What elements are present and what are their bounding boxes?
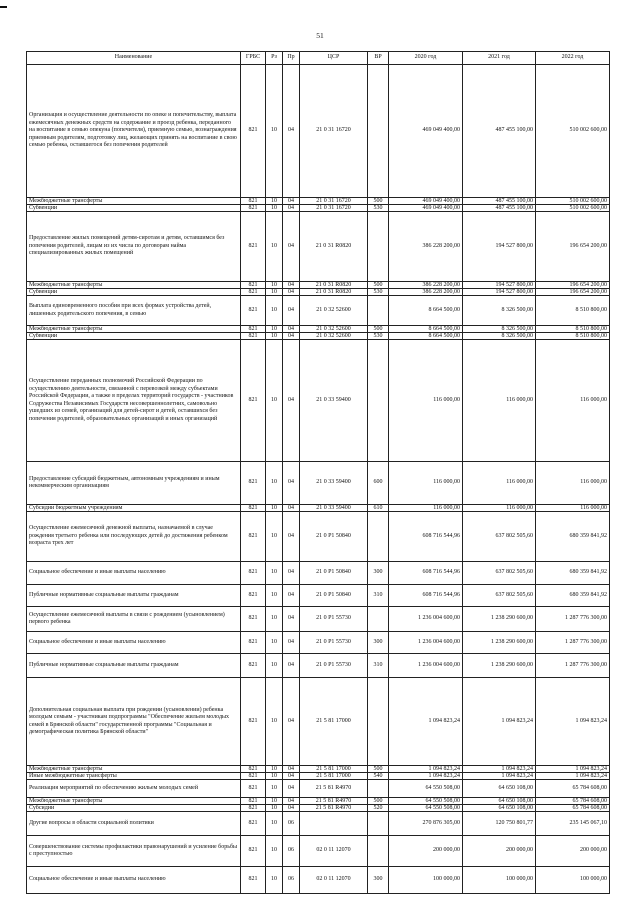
cell-v2021: 1 238 290 600,00 <box>463 607 536 632</box>
cell-name: Субвенции <box>27 289 241 296</box>
cell-v2021: 194 527 800,00 <box>463 289 536 296</box>
cell-csr: 21 0 P1 50840 <box>300 585 368 607</box>
cell-v2022: 680 359 841,92 <box>536 562 610 585</box>
cell-rz: 10 <box>266 773 283 780</box>
cell-grbs: 821 <box>241 340 266 462</box>
cell-v2020: 1 236 004 600,00 <box>389 632 463 654</box>
cell-rz: 10 <box>266 205 283 212</box>
cell-v2022: 65 784 608,00 <box>536 798 610 805</box>
cell-csr: 21 0 31 R0820 <box>300 289 368 296</box>
cell-name: Предоставление субсидий бюджетным, автономным учреждениям и иным некоммерческим организациям <box>27 462 241 505</box>
cell-v2021: 64 650 108,00 <box>463 805 536 812</box>
cell-grbs: 821 <box>241 512 266 562</box>
cell-v2020: 469 049 400,00 <box>389 65 463 198</box>
budget-table <box>26 51 610 894</box>
cell-v2022: 65 784 608,00 <box>536 805 610 812</box>
cell-name: Социальное обеспечение и иные выплаты населению <box>27 867 241 894</box>
cell-pr: 04 <box>283 289 300 296</box>
cell-vr: 540 <box>368 773 389 780</box>
cell-v2021: 8 326 500,00 <box>463 326 536 333</box>
cell-name: Совершенствование системы профилактики правонарушений и усиление борьбы с преступностью <box>27 836 241 867</box>
cell-rz: 10 <box>266 812 283 836</box>
column-header-vr: ВР <box>368 52 389 65</box>
cell-csr <box>300 812 368 836</box>
cell-rz: 10 <box>266 678 283 766</box>
cell-v2020: 100 000,00 <box>389 867 463 894</box>
table-row <box>27 326 610 333</box>
cell-rz: 10 <box>266 798 283 805</box>
cell-csr: 21 5 81 17000 <box>300 773 368 780</box>
cell-v2022: 235 145 067,10 <box>536 812 610 836</box>
cell-name: Межбюджетные трансферты <box>27 766 241 773</box>
cell-grbs: 821 <box>241 505 266 512</box>
cell-vr: 500 <box>368 766 389 773</box>
cell-v2022: 1 094 823,24 <box>536 678 610 766</box>
cell-vr <box>368 212 389 282</box>
cell-pr: 04 <box>283 326 300 333</box>
cell-v2022: 510 002 600,00 <box>536 65 610 198</box>
cell-name: Осуществление переданных полномочий Российской Федерации по осуществлению деятельности, связанной с перевозкой между субъектами Российской Федерации, а также в пределах территорий государств - участников Содружества Независимых Государств несовершеннолетних, самовольно ушедших из семей, организаций для детей-сирот и детей, оставшихся без попечения родителей, образовательных организаций и иных организаций <box>27 340 241 462</box>
cell-pr: 04 <box>283 282 300 289</box>
table-row <box>27 289 610 296</box>
cell-v2022: 8 510 800,00 <box>536 296 610 326</box>
cell-csr: 21 0 P1 55730 <box>300 632 368 654</box>
cell-v2022: 680 359 841,92 <box>536 585 610 607</box>
cell-v2020: 386 228 200,00 <box>389 282 463 289</box>
cell-pr: 04 <box>283 607 300 632</box>
cell-csr: 21 5 81 R4970 <box>300 798 368 805</box>
cell-grbs: 821 <box>241 678 266 766</box>
cell-pr: 04 <box>283 805 300 812</box>
cell-csr: 21 0 P1 50840 <box>300 512 368 562</box>
cell-vr: 500 <box>368 198 389 205</box>
cell-pr: 04 <box>283 296 300 326</box>
table-row <box>27 333 610 340</box>
cell-v2022: 8 510 800,00 <box>536 326 610 333</box>
table-row <box>27 678 610 766</box>
cell-grbs: 821 <box>241 654 266 678</box>
cell-grbs: 821 <box>241 805 266 812</box>
column-header-2021: 2021 год <box>463 52 536 65</box>
cell-csr: 21 0 32 52600 <box>300 296 368 326</box>
cell-v2021: 116 000,00 <box>463 505 536 512</box>
cell-v2021: 637 802 505,60 <box>463 562 536 585</box>
cell-grbs: 821 <box>241 462 266 505</box>
cell-v2022: 200 000,00 <box>536 836 610 867</box>
table-row <box>27 812 610 836</box>
table-row <box>27 654 610 678</box>
cell-rz: 10 <box>266 632 283 654</box>
cell-rz: 10 <box>266 289 283 296</box>
cell-rz: 10 <box>266 333 283 340</box>
cell-v2021: 194 527 800,00 <box>463 212 536 282</box>
cell-vr <box>368 512 389 562</box>
table-row <box>27 836 610 867</box>
cell-v2020: 386 228 200,00 <box>389 212 463 282</box>
table-row <box>27 462 610 505</box>
table-row <box>27 805 610 812</box>
cell-rz: 10 <box>266 296 283 326</box>
cell-grbs: 821 <box>241 198 266 205</box>
cell-grbs: 821 <box>241 562 266 585</box>
cell-grbs: 821 <box>241 812 266 836</box>
page-number: 51 <box>316 31 324 40</box>
cell-v2022: 510 002 600,00 <box>536 198 610 205</box>
cell-csr: 21 5 81 R4970 <box>300 805 368 812</box>
cell-v2021: 1 094 823,24 <box>463 773 536 780</box>
cell-name: Иные межбюджетные трансферты <box>27 773 241 780</box>
cell-grbs: 821 <box>241 212 266 282</box>
table-row <box>27 212 610 282</box>
cell-v2020: 64 550 508,00 <box>389 798 463 805</box>
cell-rz: 10 <box>266 340 283 462</box>
cell-csr: 21 0 31 R0820 <box>300 282 368 289</box>
cell-v2020: 116 000,00 <box>389 340 463 462</box>
cell-pr: 04 <box>283 65 300 198</box>
cell-grbs: 821 <box>241 766 266 773</box>
cell-grbs: 821 <box>241 773 266 780</box>
cell-pr: 04 <box>283 205 300 212</box>
column-header-name: Наименование <box>27 52 241 65</box>
cell-pr: 04 <box>283 798 300 805</box>
cell-csr: 21 0 32 52600 <box>300 326 368 333</box>
cell-vr: 300 <box>368 867 389 894</box>
cell-pr: 06 <box>283 867 300 894</box>
cell-grbs: 821 <box>241 836 266 867</box>
cell-v2020: 1 236 004 600,00 <box>389 607 463 632</box>
cell-pr: 04 <box>283 780 300 798</box>
cell-grbs: 821 <box>241 780 266 798</box>
cell-v2022: 1 287 776 300,00 <box>536 632 610 654</box>
cell-rz: 10 <box>266 607 283 632</box>
cell-vr: 520 <box>368 805 389 812</box>
cell-csr: 21 0 31 16720 <box>300 198 368 205</box>
cell-rz: 10 <box>266 198 283 205</box>
cell-vr <box>368 607 389 632</box>
table-row <box>27 607 610 632</box>
cell-v2021: 116 000,00 <box>463 340 536 462</box>
cell-v2020: 608 716 544,96 <box>389 512 463 562</box>
cell-v2022: 65 784 608,00 <box>536 780 610 798</box>
cell-rz: 10 <box>266 867 283 894</box>
cell-rz: 10 <box>266 65 283 198</box>
cell-name: Выплата единовременного пособия при всех формах устройства детей, лишенных родительского попечения, в семью <box>27 296 241 326</box>
cell-pr: 04 <box>283 462 300 505</box>
table-row <box>27 198 610 205</box>
cell-v2022: 1 287 776 300,00 <box>536 607 610 632</box>
cell-v2020: 64 550 508,00 <box>389 780 463 798</box>
cell-grbs: 821 <box>241 289 266 296</box>
cell-v2021: 487 455 100,00 <box>463 198 536 205</box>
cell-v2022: 196 654 200,00 <box>536 289 610 296</box>
cell-csr: 21 5 81 17000 <box>300 678 368 766</box>
cell-grbs: 821 <box>241 607 266 632</box>
cell-vr: 500 <box>368 282 389 289</box>
table-row <box>27 780 610 798</box>
cell-pr: 06 <box>283 836 300 867</box>
cell-vr <box>368 836 389 867</box>
cell-csr: 21 0 31 R0820 <box>300 212 368 282</box>
cell-csr: 02 0 11 12070 <box>300 836 368 867</box>
cell-v2021: 8 326 500,00 <box>463 296 536 326</box>
cell-v2022: 100 000,00 <box>536 867 610 894</box>
table-row <box>27 562 610 585</box>
table-row <box>27 505 610 512</box>
cell-v2022: 196 654 200,00 <box>536 282 610 289</box>
cell-vr: 310 <box>368 654 389 678</box>
cell-v2020: 116 000,00 <box>389 462 463 505</box>
cell-csr: 21 0 33 59400 <box>300 505 368 512</box>
cell-v2021: 1 094 823,24 <box>463 766 536 773</box>
cell-rz: 10 <box>266 462 283 505</box>
cell-rz: 10 <box>266 326 283 333</box>
cell-v2022: 8 510 800,00 <box>536 333 610 340</box>
cell-csr: 21 0 P1 55730 <box>300 654 368 678</box>
cell-csr: 21 0 32 52600 <box>300 333 368 340</box>
cell-v2021: 64 650 108,00 <box>463 780 536 798</box>
cell-v2022: 680 359 841,92 <box>536 512 610 562</box>
cell-rz: 10 <box>266 805 283 812</box>
cell-grbs: 821 <box>241 867 266 894</box>
cell-v2020: 200 000,00 <box>389 836 463 867</box>
cell-v2022: 510 002 600,00 <box>536 205 610 212</box>
cell-v2020: 469 049 400,00 <box>389 198 463 205</box>
cell-csr: 02 0 11 12070 <box>300 867 368 894</box>
cell-pr: 04 <box>283 512 300 562</box>
cell-grbs: 821 <box>241 333 266 340</box>
cell-v2020: 8 664 500,00 <box>389 296 463 326</box>
cell-v2022: 1 094 823,24 <box>536 766 610 773</box>
cell-pr: 04 <box>283 632 300 654</box>
cell-vr: 300 <box>368 562 389 585</box>
cell-v2020: 1 236 004 600,00 <box>389 654 463 678</box>
cell-name: Осуществление ежемесячной денежной выплаты, назначаемой в случае рождения третьего ребенка или последующих детей до достижения ребенком возраста трех лет <box>27 512 241 562</box>
cell-rz: 10 <box>266 585 283 607</box>
cell-vr <box>368 296 389 326</box>
cell-v2021: 116 000,00 <box>463 462 536 505</box>
cell-v2020: 608 716 544,96 <box>389 585 463 607</box>
cell-name: Предоставление жилых помещений детям-сиротам и детям, оставшимся без попечения родителей, лицам из их числа по договорам найма специализированных жилых помещений <box>27 212 241 282</box>
cell-csr: 21 0 P1 50840 <box>300 562 368 585</box>
cell-grbs: 821 <box>241 296 266 326</box>
table-row <box>27 65 610 198</box>
cell-vr <box>368 678 389 766</box>
column-header-rz: Рз <box>266 52 283 65</box>
cell-csr: 21 0 P1 55730 <box>300 607 368 632</box>
cell-v2022: 116 000,00 <box>536 505 610 512</box>
cell-pr: 04 <box>283 773 300 780</box>
scan-corner-mark <box>0 6 7 8</box>
cell-rz: 10 <box>266 654 283 678</box>
cell-vr: 530 <box>368 289 389 296</box>
cell-vr: 610 <box>368 505 389 512</box>
cell-name: Субвенции <box>27 205 241 212</box>
cell-rz: 10 <box>266 212 283 282</box>
table-row <box>27 282 610 289</box>
cell-rz: 10 <box>266 512 283 562</box>
cell-grbs: 821 <box>241 326 266 333</box>
cell-name: Публичные нормативные социальные выплаты гражданам <box>27 654 241 678</box>
cell-v2022: 116 000,00 <box>536 462 610 505</box>
cell-pr: 04 <box>283 505 300 512</box>
cell-pr: 04 <box>283 562 300 585</box>
cell-name: Субсидии <box>27 805 241 812</box>
cell-rz: 10 <box>266 282 283 289</box>
cell-vr <box>368 340 389 462</box>
cell-v2022: 1 094 823,24 <box>536 773 610 780</box>
cell-vr: 500 <box>368 798 389 805</box>
cell-rz: 10 <box>266 836 283 867</box>
cell-csr: 21 0 33 59400 <box>300 462 368 505</box>
cell-grbs: 821 <box>241 632 266 654</box>
cell-vr: 500 <box>368 326 389 333</box>
cell-pr: 06 <box>283 812 300 836</box>
cell-pr: 04 <box>283 333 300 340</box>
cell-v2021: 637 802 505,60 <box>463 585 536 607</box>
cell-pr: 04 <box>283 198 300 205</box>
cell-v2020: 116 000,00 <box>389 505 463 512</box>
cell-v2020: 64 550 508,00 <box>389 805 463 812</box>
cell-v2021: 100 000,00 <box>463 867 536 894</box>
cell-v2020: 1 094 823,24 <box>389 678 463 766</box>
table-row <box>27 867 610 894</box>
cell-v2021: 1 238 290 600,00 <box>463 632 536 654</box>
cell-pr: 04 <box>283 585 300 607</box>
cell-csr: 21 5 81 R4970 <box>300 780 368 798</box>
cell-v2021: 1 094 823,24 <box>463 678 536 766</box>
cell-v2022: 116 000,00 <box>536 340 610 462</box>
cell-csr: 21 0 31 16720 <box>300 205 368 212</box>
cell-name: Другие вопросы в области социальной политики <box>27 812 241 836</box>
cell-v2021: 487 455 100,00 <box>463 65 536 198</box>
cell-pr: 04 <box>283 654 300 678</box>
cell-name: Субвенции <box>27 333 241 340</box>
column-header-grbs: ГРБС <box>241 52 266 65</box>
cell-vr: 600 <box>368 462 389 505</box>
table-row <box>27 296 610 326</box>
cell-name: Реализация мероприятий по обеспечению жильем молодых семей <box>27 780 241 798</box>
cell-v2020: 8 664 500,00 <box>389 326 463 333</box>
cell-vr: 310 <box>368 585 389 607</box>
cell-name: Социальное обеспечение и иные выплаты населению <box>27 562 241 585</box>
cell-name: Субсидии бюджетным учреждениям <box>27 505 241 512</box>
cell-v2021: 194 527 800,00 <box>463 282 536 289</box>
cell-v2020: 386 228 200,00 <box>389 289 463 296</box>
cell-name: Межбюджетные трансферты <box>27 198 241 205</box>
cell-grbs: 821 <box>241 585 266 607</box>
cell-rz: 10 <box>266 780 283 798</box>
cell-csr: 21 0 31 16720 <box>300 65 368 198</box>
cell-name: Осуществление ежемесячной выплаты в связи с рождением (усыновлением) первого ребенка <box>27 607 241 632</box>
cell-pr: 04 <box>283 212 300 282</box>
cell-rz: 10 <box>266 562 283 585</box>
table-row <box>27 773 610 780</box>
cell-v2022: 196 654 200,00 <box>536 212 610 282</box>
column-header-2020: 2020 год <box>389 52 463 65</box>
cell-name: Дополнительная социальная выплата при рождении (усыновлении) ребенка молодым семьям - участникам подпрограммы "Обеспечение жильем молодых семей в Брянской области" государственной программы "Социальная и демографическая политика Брянской области" <box>27 678 241 766</box>
column-header-csr: ЦСР <box>300 52 368 65</box>
table-header-row <box>27 52 610 65</box>
cell-pr: 04 <box>283 678 300 766</box>
cell-name: Межбюджетные трансферты <box>27 798 241 805</box>
cell-vr: 300 <box>368 632 389 654</box>
cell-grbs: 821 <box>241 205 266 212</box>
cell-v2021: 8 326 500,00 <box>463 333 536 340</box>
cell-grbs: 821 <box>241 65 266 198</box>
column-header-2022: 2022 год <box>536 52 610 65</box>
cell-v2021: 637 802 505,60 <box>463 512 536 562</box>
cell-rz: 10 <box>266 766 283 773</box>
table-row <box>27 766 610 773</box>
column-header-pr: Пр <box>283 52 300 65</box>
cell-v2020: 469 049 400,00 <box>389 205 463 212</box>
cell-vr: 530 <box>368 333 389 340</box>
table-row <box>27 632 610 654</box>
table-row <box>27 585 610 607</box>
cell-v2021: 64 650 108,00 <box>463 798 536 805</box>
cell-vr <box>368 812 389 836</box>
cell-v2021: 200 000,00 <box>463 836 536 867</box>
cell-v2022: 1 287 776 300,00 <box>536 654 610 678</box>
cell-vr <box>368 65 389 198</box>
cell-name: Межбюджетные трансферты <box>27 282 241 289</box>
cell-pr: 04 <box>283 766 300 773</box>
cell-pr: 04 <box>283 340 300 462</box>
cell-vr: 530 <box>368 205 389 212</box>
table-row <box>27 340 610 462</box>
cell-name: Социальное обеспечение и иные выплаты населению <box>27 632 241 654</box>
cell-grbs: 821 <box>241 282 266 289</box>
cell-rz: 10 <box>266 505 283 512</box>
table-row <box>27 205 610 212</box>
cell-v2021: 487 455 100,00 <box>463 205 536 212</box>
cell-csr: 21 0 33 59400 <box>300 340 368 462</box>
cell-name: Публичные нормативные социальные выплаты гражданам <box>27 585 241 607</box>
cell-v2020: 270 876 305,00 <box>389 812 463 836</box>
cell-vr <box>368 780 389 798</box>
cell-v2021: 120 750 801,77 <box>463 812 536 836</box>
cell-v2020: 8 664 500,00 <box>389 333 463 340</box>
cell-v2020: 1 094 823,24 <box>389 766 463 773</box>
table-body <box>27 65 610 894</box>
cell-name: Организация и осуществление деятельности по опеке и попечительству, выплата ежемесячных денежных средств на содержание и проезд ребенка, переданного на воспитание в семью опекуна (попечителя), приемную семью, вознаграждения приемным родителям, подготовку лиц, желающих принять на воспитание в свою семью ребенка, оставшегося без попечения родителей <box>27 65 241 198</box>
cell-v2021: 1 238 290 600,00 <box>463 654 536 678</box>
cell-v2020: 1 094 823,24 <box>389 773 463 780</box>
cell-name: Межбюджетные трансферты <box>27 326 241 333</box>
table-row <box>27 798 610 805</box>
table-row <box>27 512 610 562</box>
cell-v2020: 608 716 544,96 <box>389 562 463 585</box>
cell-csr: 21 5 81 17000 <box>300 766 368 773</box>
cell-grbs: 821 <box>241 798 266 805</box>
